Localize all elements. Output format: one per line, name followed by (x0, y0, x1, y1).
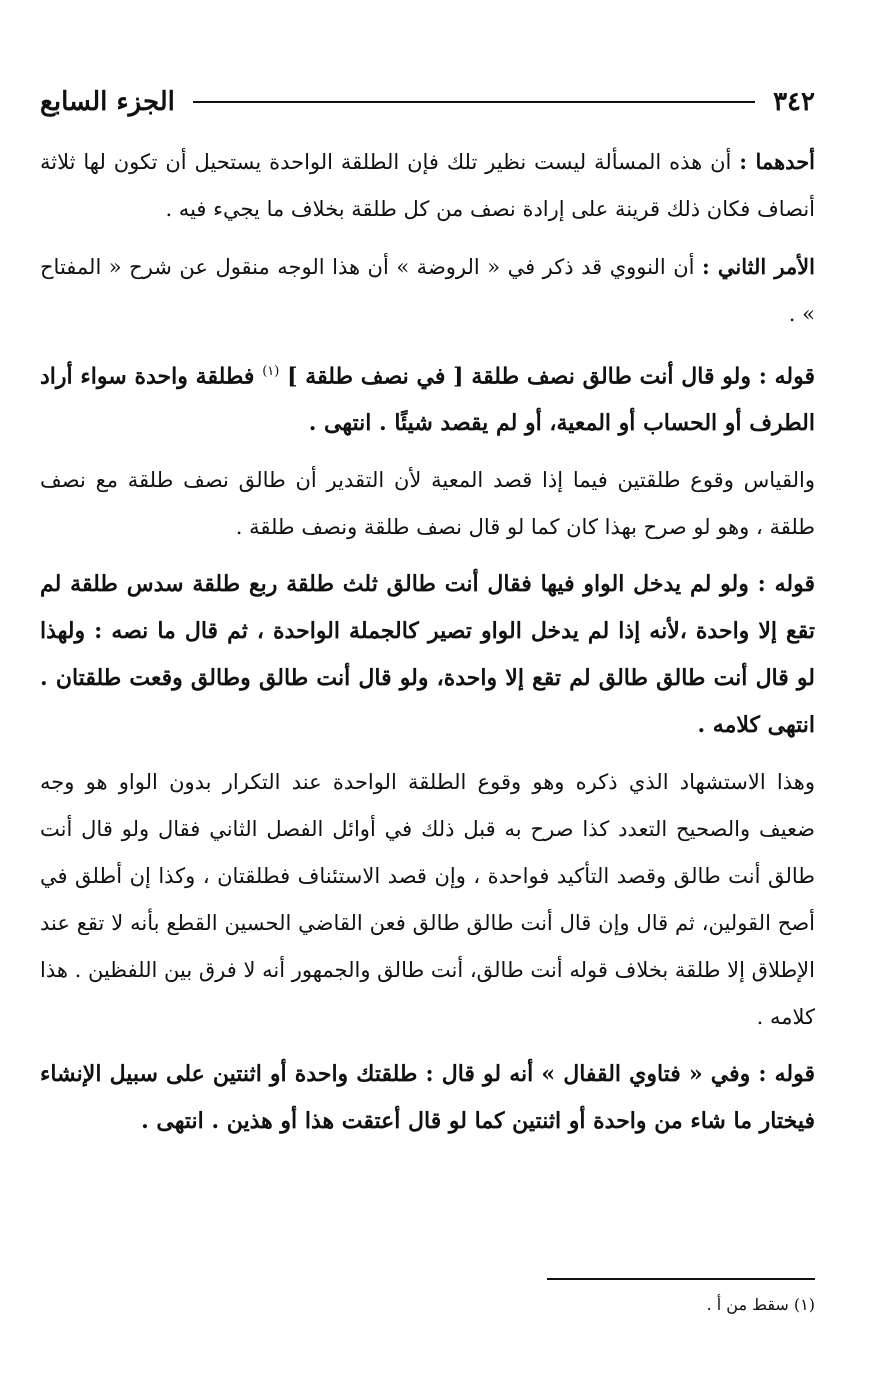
volume-title: الجزء السابع (40, 87, 175, 117)
quote-text: قوله : ولو لم يدخل الواو فيها فقال أنت طالق ثلث طلقة ربع طلقة سدس طلقة لم تقع إلا واحدة ،لأنه إذا لم يدخل الواو تصير كالجملة الواحدة ، ثم قال ما نصه : ولهذا لو قال أنت طالق طالق لم تقع إلا واحدة، ولو قال أنت طالق وطالق وقعت طلقتان . انتهى كلامه . (40, 571, 815, 739)
quote-text-part1: قوله : ولو قال أنت طالق نصف طلقة [ في نصف طلقة ] (279, 363, 816, 390)
paragraph-text: أن النووي قد ذكر في « الروضة » أن هذا الوجه منقول عن شرح « المفتاح » . (40, 255, 815, 326)
page-number: ٣٤٢ (773, 87, 815, 117)
footnote: (١) سقط من أ . (706, 1295, 815, 1314)
paragraph-lead: الأمر الثاني : (701, 254, 815, 279)
footnote-reference[interactable]: (١) (262, 364, 280, 379)
quote-text-part2: فطلقة واحدة سواء أراد الطرف أو الحساب أو المعية، أو لم يقصد شيئًا . انتهى . (40, 363, 815, 437)
footnote-rule (547, 1278, 815, 1280)
page-header (40, 82, 815, 122)
paragraph-commentary (40, 759, 815, 1041)
paragraph-lead: أحدهما : (739, 149, 816, 174)
paragraph-first-point (40, 138, 815, 233)
paragraph-text: والقياس وقوع طلقتين فيما إذا قصد المعية لأن التقدير أن طالق نصف طلقة مع نصف طلقة ، وهو لو صرح بهذا كان كما لو قال نصف طلقة ونصف طلقة . (40, 468, 815, 540)
page-body (40, 138, 815, 1155)
quoted-text-without-waw (40, 561, 815, 749)
header-rule (193, 101, 755, 103)
quote-text: قوله : وفي « فتاوي القفال » أنه لو قال : طلقتك واحدة أو اثنتين على سبيل الإنشاء فيختار ما شاء من واحدة أو اثنتين كما لو قال أعتقت هذا أو هذين . انتهى . (40, 1061, 815, 1135)
quoted-text-half-divorce (40, 348, 815, 447)
paragraph-analogy (40, 457, 815, 551)
paragraph-text: أن هذه المسألة ليست نظير تلك فإن الطلقة الواحدة يستحيل أن تكون لها ثلاثة أنصاف فكان ذلك قرينة على إرادة نصف من كل طلقة بخلاف ما يجيء فيه . (40, 150, 815, 221)
paragraph-second-point (40, 243, 815, 338)
paragraph-text: وهذا الاستشهاد الذي ذكره وهو وقوع الطلقة الواحدة عند التكرار بدون الواو هو وجه ضعيف والصحيح التعدد كذا صرح به قبل ذلك في أوائل الفصل الثاني فقال ولو قال أنت طالق أنت طالق وقصد التأكيد فواحدة ، وإن قصد الاستئناف فطلقتان ، وكذا إن أطلق في أصح القولين، ثم قال وإن قال أنت طالق طالق فعن القاضي الحسين القطع بأنه لا تقع عند الإطلاق إلا طلقة بخلاف قوله أنت طالق، أنت طالق والجمهور أنه لا فرق بين اللفظين . هذا كلامه . (40, 770, 815, 1030)
quoted-text-qaffal-fatwas (40, 1051, 815, 1145)
